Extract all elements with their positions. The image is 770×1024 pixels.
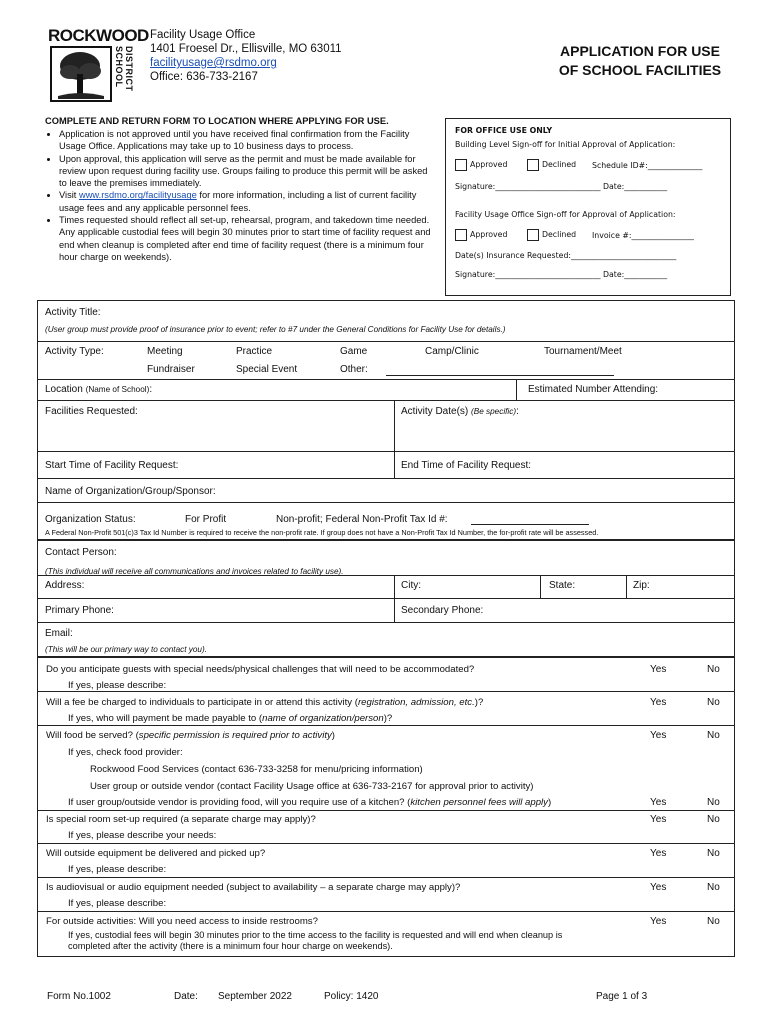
question-fee: Will a fee be charged to individuals to participate in or attend this activity (registration, admission, etc.)? If yes, who will payment be made payable to (name of organization/person)? Yes No (38, 692, 734, 726)
declined-checkbox[interactable] (527, 229, 539, 241)
contact-person-row[interactable] (38, 541, 734, 576)
question-restrooms: For outside activities: Will you need access to inside restrooms? If yes, custodial fees will begin 30 minutes prior to the time access to the facility is requested and will end when cleanup is completed after the activity (there is a minimum four hour charge on weekends). Yes No (46, 916, 720, 951)
logo-wordmark: ROCKWOOD (48, 26, 149, 45)
secondary-phone-field[interactable]: Secondary Phone: (394, 599, 734, 622)
type-game-option[interactable]: Game (340, 346, 368, 357)
city-field[interactable]: City: (394, 576, 540, 598)
type-meeting-option[interactable]: Meeting (147, 346, 183, 357)
building-signoff-label: Building Level Sign-off for Initial Approval of Application: (455, 140, 676, 149)
type-special-event-option[interactable]: Special Event (236, 364, 298, 375)
instructions (45, 116, 437, 263)
question-audiovisual: Is audiovisual or audio equipment needed (subject to availability – a separate charge may apply)? If yes, please describe: Yes No (38, 878, 734, 912)
building-approved-option[interactable]: Approved (455, 159, 507, 171)
tree-logo-icon (50, 46, 112, 102)
office-contact (150, 28, 342, 84)
district-logo (48, 26, 149, 100)
policy-number: Policy: 1420 (324, 991, 379, 1002)
schedule-id-field[interactable]: Schedule ID#:______________ (592, 161, 703, 170)
email-row[interactable] (38, 623, 734, 658)
start-time-field[interactable]: Start Time of Facility Request: (45, 460, 179, 471)
non-profit-option[interactable]: Non-profit; Federal Non-Profit Tax Id #: (276, 514, 448, 525)
yes-option[interactable]: Yes (650, 814, 667, 825)
instruction-item: • Times requested should reflect all set-up, rehearsal, program, and takedown time needed. Any applicable custodial fees will begin 30 minutes prior to start time of facility request and end when cleanup is completed after end time of facility request (there is a minimum four hour charge on weekends). (59, 214, 437, 263)
address-field[interactable]: Address: (45, 580, 85, 591)
insurance-note: (User group must provide proof of insurance prior to event; refer to #7 under the General Conditions for Facility Use for details.) (45, 325, 506, 334)
page-number: Page 1 of 3 (596, 991, 648, 1002)
page-title: APPLICATION FOR USE OF SCHOOL FACILITIES (558, 43, 722, 78)
food-option-vendor[interactable]: User group or outside vendor (contact Facility Usage office at 636-733-2167 for approval prior to activity) (90, 781, 534, 792)
type-other-option[interactable]: Other: (340, 364, 368, 375)
yes-option[interactable]: Yes (650, 882, 667, 893)
zip-field[interactable]: Zip: (626, 576, 734, 598)
activity-dates-field[interactable]: Activity Date(s) (Be specific): (394, 401, 734, 451)
no-option[interactable]: No (707, 664, 720, 675)
facilities-requested-field[interactable]: Facilities Requested: (45, 406, 138, 417)
tax-id-input[interactable] (471, 524, 589, 525)
organization-label: Name of Organization/Group/Sponsor: (45, 486, 216, 497)
no-option[interactable]: No (707, 730, 720, 741)
question-special-needs: Do you anticipate guests with special needs/physical challenges that will need to be accommodated? If yes, please describe: Yes No (38, 658, 734, 692)
yes-option[interactable]: Yes (650, 730, 667, 741)
location-row (38, 380, 734, 401)
office-phone: Office: 636-733-2167 (150, 71, 258, 83)
instruction-item: • Upon approval, this application will serve as the permit and must be made available for review upon request during facility use. Groups failing to produce this permit will be asked to leave the premises immediately. (59, 153, 437, 190)
application-form (37, 300, 735, 957)
food-option-rockwood[interactable]: Rockwood Food Services (contact 636-733-3258 for menu/pricing information) (90, 764, 423, 775)
yes-option[interactable]: Yes (650, 697, 667, 708)
instruction-item: • Application is not approved until you have received final confirmation from the Facility Usage Office. Applications may take up to 10 business days to process. (59, 128, 437, 153)
facility-signoff-label: Facility Usage Office Sign-off for Approval of Application: (455, 210, 676, 219)
org-status-row (38, 503, 734, 541)
logo-district: DISTRICT (124, 46, 134, 92)
attendance-field[interactable]: Estimated Number Attending: (516, 380, 734, 400)
phone-row (38, 599, 734, 623)
type-fundraiser-option[interactable]: Fundraiser (147, 364, 195, 375)
yes-option[interactable]: Yes (650, 848, 667, 859)
date-label: Date: (174, 991, 198, 1002)
facility-signature-field[interactable]: Signature:___________________________ Date:___________ (455, 270, 668, 279)
office-use-heading: FOR OFFICE USE ONLY (455, 126, 553, 135)
email-label: Email: (45, 628, 73, 639)
type-practice-option[interactable]: Practice (236, 346, 273, 357)
invoice-field[interactable]: Invoice #:________________ (592, 231, 694, 240)
address-row (38, 576, 734, 599)
approved-checkbox[interactable] (455, 229, 467, 241)
kitchen-no-option[interactable]: No (707, 797, 720, 808)
instruction-item: • Visit www.rsdmo.org/facilityusage for more information, including a list of current facility usage fees and any applicable personnel fees. (59, 189, 437, 214)
office-name: Facility Usage Office (150, 29, 256, 41)
facility-usage-link[interactable]: www.rsdmo.org/facilityusage (78, 190, 197, 201)
form-date: September 2022 (218, 991, 292, 1002)
question-equipment: Will outside equipment be delivered and picked up? If yes, please describe: Yes No (38, 844, 734, 878)
form-number: Form No.1002 (47, 991, 111, 1002)
time-row (38, 452, 734, 479)
email-note: (This will be our primary way to contact you). (45, 645, 207, 654)
declined-checkbox[interactable] (527, 159, 539, 171)
tax-id-note: A Federal Non-Profit 501(c)3 Tax Id Number is required to receive the non-profit rate. If group does not have a Non-Profit Tax Id Number, the for-profit rate will be assessed. (45, 528, 599, 537)
no-option[interactable]: No (707, 916, 720, 927)
logo-school: SCHOOL (114, 46, 124, 88)
organization-row[interactable] (38, 479, 734, 503)
primary-phone-field[interactable]: Primary Phone: (45, 605, 114, 616)
activity-type-label: Activity Type: (45, 346, 104, 357)
location-field[interactable]: Location (Name of School): (45, 384, 153, 395)
question-room-setup: Is special room set-up required (a separate charge may apply)? If yes, please describe your needs: Yes No (38, 811, 734, 844)
no-option[interactable]: No (707, 882, 720, 893)
no-option[interactable]: No (707, 848, 720, 859)
activity-title-row[interactable] (38, 301, 734, 342)
org-status-label: Organization Status: (45, 514, 136, 525)
facility-declined-option[interactable]: Declined (527, 229, 576, 241)
activity-type-row (38, 342, 734, 380)
for-profit-option[interactable]: For Profit (185, 514, 227, 525)
kitchen-yes-option[interactable]: Yes (650, 797, 667, 808)
other-type-input[interactable] (386, 375, 614, 376)
question-food: Will food be served? (specific permission is required prior to activity) If yes, check food provider: Rockwood Food Services (contact 636-733-3258 for menu/pricing information) User group or outside vendor (contact Facility Usage office at 636-733-2167 for approval prior to activity) If user group/outside vendor is providing food, will you require use of a kitchen? (kitchen personnel fees will apply) Yes No Yes No (38, 726, 734, 811)
facilities-row (38, 401, 734, 452)
activity-title-label: Activity Title: (45, 307, 101, 318)
contact-person-label: Contact Person: (45, 547, 117, 558)
office-email-link[interactable]: facilityusage@rsdmo.org (150, 57, 277, 69)
insurance-requested-field[interactable]: Date(s) Insurance Requested:___________________________ (455, 251, 677, 260)
type-tournament-option[interactable]: Tournament/Meet (544, 346, 622, 357)
yes-option[interactable]: Yes (650, 916, 667, 927)
instructions-heading: COMPLETE AND RETURN FORM TO LOCATION WHERE APPLYING FOR USE. (45, 116, 389, 126)
building-signature-field[interactable]: Signature:___________________________ Date:___________ (455, 182, 668, 191)
office-use-box (445, 118, 731, 296)
office-address: 1401 Froesel Dr., Ellisville, MO 63011 (150, 43, 342, 55)
no-option[interactable]: No (707, 814, 720, 825)
type-camp-option[interactable]: Camp/Clinic (425, 346, 479, 357)
yes-option[interactable]: Yes (650, 664, 667, 675)
approved-checkbox[interactable] (455, 159, 467, 171)
no-option[interactable]: No (707, 697, 720, 708)
end-time-field[interactable]: End Time of Facility Request: (394, 452, 734, 478)
state-field[interactable]: State: (540, 576, 626, 598)
building-declined-option[interactable]: Declined (527, 159, 576, 171)
facility-approved-option[interactable]: Approved (455, 229, 507, 241)
contact-note: (This individual will receive all communications and invoices related to facility use). (45, 567, 344, 576)
